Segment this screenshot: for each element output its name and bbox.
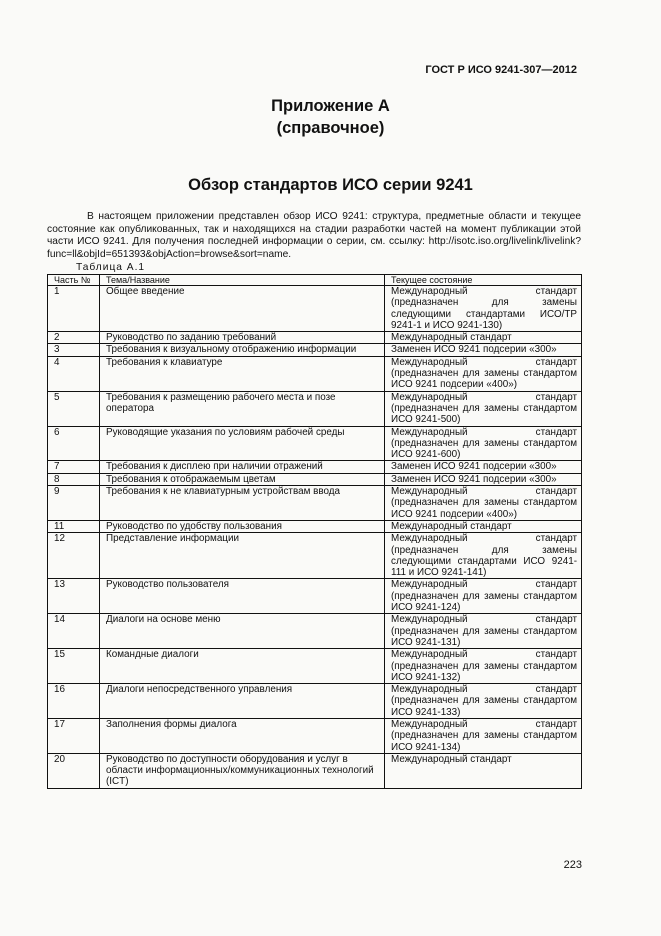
status-cell: Международный стандарт (предназначен для замены стандартом ИСО 9241-500) <box>385 391 582 426</box>
status-cell: Международный стандарт (предназначен для замены стандартом ИСО 9241-600) <box>385 426 582 461</box>
part-number-cell: 17 <box>48 718 100 753</box>
part-number-cell: 11 <box>48 520 100 532</box>
topic-cell: Требования к не клавиатурным устройствам ввода <box>100 486 385 521</box>
topic-cell: Руководство по доступности оборудования и услуг в области информационных/коммуникационных технологий (ICT) <box>100 753 385 788</box>
table-row <box>48 533 582 579</box>
header-status: Текущее состояние <box>385 275 582 286</box>
topic-cell: Командные диалоги <box>100 649 385 684</box>
topic-cell: Требования к дисплею при наличии отражений <box>100 461 385 473</box>
topic-cell: Руководящие указания по условиям рабочей среды <box>100 426 385 461</box>
status-cell: Международный стандарт (предназначен для замены стандартом ИСО 9241 подсерии «400») <box>385 356 582 391</box>
status-cell: Международный стандарт (предназначен для замены следующими стандартами ИСО/TP 9241-1 и ИСО 9241-130) <box>385 286 582 332</box>
header-part-number: Часть № <box>48 275 100 286</box>
topic-cell: Заполнения формы диалога <box>100 718 385 753</box>
table-row <box>48 356 582 391</box>
topic-cell: Руководство по заданию требований <box>100 332 385 344</box>
status-cell: Международный стандарт (предназначен для замены стандартом ИСО 9241-133) <box>385 684 582 719</box>
topic-cell: Руководство по удобству пользования <box>100 520 385 532</box>
section-title: Обзор стандартов ИСО серии 9241 <box>188 176 473 194</box>
document-code: ГОСТ Р ИСО 9241-307—2012 <box>425 64 577 76</box>
part-number-cell: 12 <box>48 533 100 579</box>
table-row <box>48 649 582 684</box>
part-number-cell: 1 <box>48 286 100 332</box>
appendix-subtitle: (справочное) <box>276 119 385 137</box>
table-row <box>48 426 582 461</box>
topic-cell: Требования к отображаемым цветам <box>100 473 385 485</box>
status-cell: Международный стандарт (предназначен для замены стандартом ИСО 9241 подсерии «400») <box>385 486 582 521</box>
table-row <box>48 344 582 356</box>
status-cell: Международный стандарт (предназначен для замены стандартом ИСО 9241-131) <box>385 614 582 649</box>
part-number-cell: 20 <box>48 753 100 788</box>
part-number-cell: 6 <box>48 426 100 461</box>
part-number-cell: 9 <box>48 486 100 521</box>
table-row <box>48 579 582 614</box>
topic-cell: Представление информации <box>100 533 385 579</box>
topic-cell: Общее введение <box>100 286 385 332</box>
table-body <box>48 286 582 789</box>
part-number-cell: 16 <box>48 684 100 719</box>
status-cell: Международный стандарт (предназначен для замены стандартом ИСО 9241-132) <box>385 649 582 684</box>
topic-cell: Руководство пользователя <box>100 579 385 614</box>
part-number-cell: 14 <box>48 614 100 649</box>
table-row <box>48 718 582 753</box>
table-row <box>48 473 582 485</box>
header-topic: Тема/Название <box>100 275 385 286</box>
status-cell: Заменен ИСО 9241 подсерии «300» <box>385 344 582 356</box>
part-number-cell: 7 <box>48 461 100 473</box>
topic-cell: Диалоги непосредственного управления <box>100 684 385 719</box>
status-cell: Международный стандарт (предназначен для замены стандартом ИСО 9241-134) <box>385 718 582 753</box>
appendix-heading <box>0 95 661 139</box>
table-row <box>48 486 582 521</box>
table-row <box>48 753 582 788</box>
table-row <box>48 286 582 332</box>
status-cell: Заменен ИСО 9241 подсерии «300» <box>385 473 582 485</box>
intro-paragraph-block <box>47 211 581 262</box>
part-number-cell: 13 <box>48 579 100 614</box>
part-number-cell: 4 <box>48 356 100 391</box>
page-number: 223 <box>563 859 582 871</box>
status-cell: Международный стандарт (предназначен для замены стандартом ИСО 9241-124) <box>385 579 582 614</box>
topic-cell: Требования к клавиатуре <box>100 356 385 391</box>
status-cell: Заменен ИСО 9241 подсерии «300» <box>385 461 582 473</box>
table-row <box>48 520 582 532</box>
status-cell: Международный стандарт <box>385 753 582 788</box>
part-number-cell: 2 <box>48 332 100 344</box>
topic-cell: Требования к визуальному отображению информации <box>100 344 385 356</box>
part-number-cell: 15 <box>48 649 100 684</box>
standards-table <box>47 274 582 789</box>
table-row <box>48 391 582 426</box>
part-number-cell: 8 <box>48 473 100 485</box>
table-row <box>48 332 582 344</box>
table-row <box>48 461 582 473</box>
status-cell: Международный стандарт <box>385 520 582 532</box>
appendix-title: Приложение А <box>271 97 390 115</box>
topic-cell: Требования к размещению рабочего места и позе оператора <box>100 391 385 426</box>
table-caption: Таблица А.1 <box>76 262 146 273</box>
status-cell: Международный стандарт (предназначен для замены следующими стандартами ИСО 9241-111 и ИСО 9241-141) <box>385 533 582 579</box>
intro-paragraph: В настоящем приложении представлен обзор ИСО 9241: структура, предметные области и текущее состояние как опубликованных, так и находящихся на стадии разработки частей на момент публикации этой части ИСО 9241. Для получения последней информации о серии, см. ссылку: http://isotc.iso.org/livelink/livelink?func=ll&objId=651393&objAction=browse&sort=name. <box>47 211 581 261</box>
part-number-cell: 3 <box>48 344 100 356</box>
table-row <box>48 684 582 719</box>
table-header-row <box>48 275 582 286</box>
topic-cell: Диалоги на основе меню <box>100 614 385 649</box>
status-cell: Международный стандарт <box>385 332 582 344</box>
table-row <box>48 614 582 649</box>
part-number-cell: 5 <box>48 391 100 426</box>
